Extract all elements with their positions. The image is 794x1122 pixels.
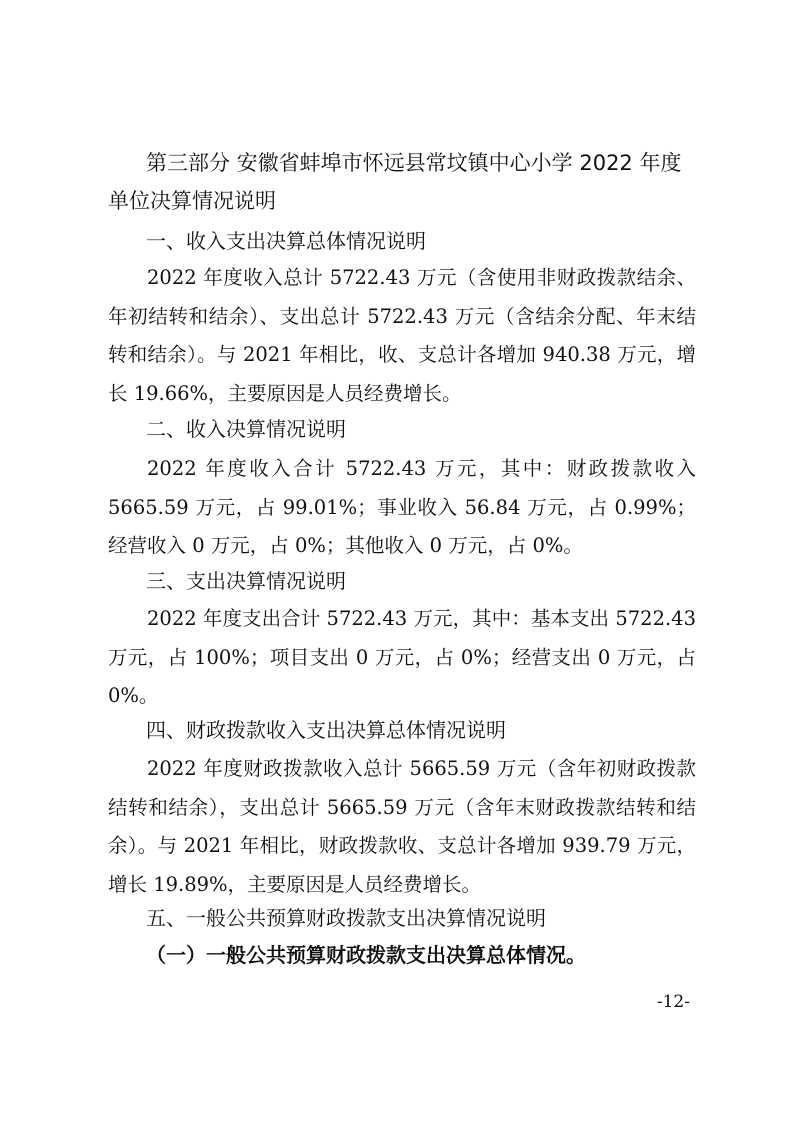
section-body-1: 2022 年度收入总计 5722.43 万元（含使用非财政拨款结余、年初结转和结余）、支出总计 5722.43 万元（含结余分配、年末结转和结余）。与 2021 年相比，收、支总计各增加 940.38 万元，增长 19.66%，主要原因是人员经费增长。 bbox=[108, 266, 696, 405]
section-heading-1: 一、收入支出决算总体情况说明 bbox=[146, 229, 426, 253]
subsection-heading: （一）一般公共预算财政拨款支出决算总体情况。 bbox=[146, 943, 586, 967]
section-heading-5: 五、一般公共预算财政拨款支出决算情况说明 bbox=[146, 906, 546, 930]
page-number: -12- bbox=[656, 992, 690, 1012]
document-title: 第三部分 安徽省蚌埠市怀远县常坟镇中心小学 2022 年度单位决算情况说明 bbox=[108, 151, 682, 213]
section-body-3: 2022 年度支出合计 5722.43 万元，其中：基本支出 5722.43 万元，占 100%；项目支出 0 万元，占 0%；经营支出 0 万元，占 0%。 bbox=[108, 607, 696, 707]
section-heading-3: 三、支出决算情况说明 bbox=[146, 569, 346, 593]
section-heading-4: 四、财政拨款收入支出决算总体情况说明 bbox=[146, 718, 506, 742]
section-body-4: 2022 年度财政拨款收入总计 5665.59 万元（含年初财政拨款结转和结余），支出总计 5665.59 万元（含年末财政拨款结转和结余）。与 2021 年相比，财政拨款收、支总计各增加 939.79 万元，增长 19.89%，主要原因是人员经费增长。 bbox=[108, 757, 696, 896]
section-body-2: 2022 年度收入合计 5722.43 万元，其中：财政拨款收入 5665.59 万元，占 99.01%；事业收入 56.84 万元，占 0.99%；经营收入 0 万元，占 0%；其他收入 0 万元，占 0%。 bbox=[108, 457, 696, 557]
section-heading-2: 二、收入决算情况说明 bbox=[146, 417, 346, 441]
